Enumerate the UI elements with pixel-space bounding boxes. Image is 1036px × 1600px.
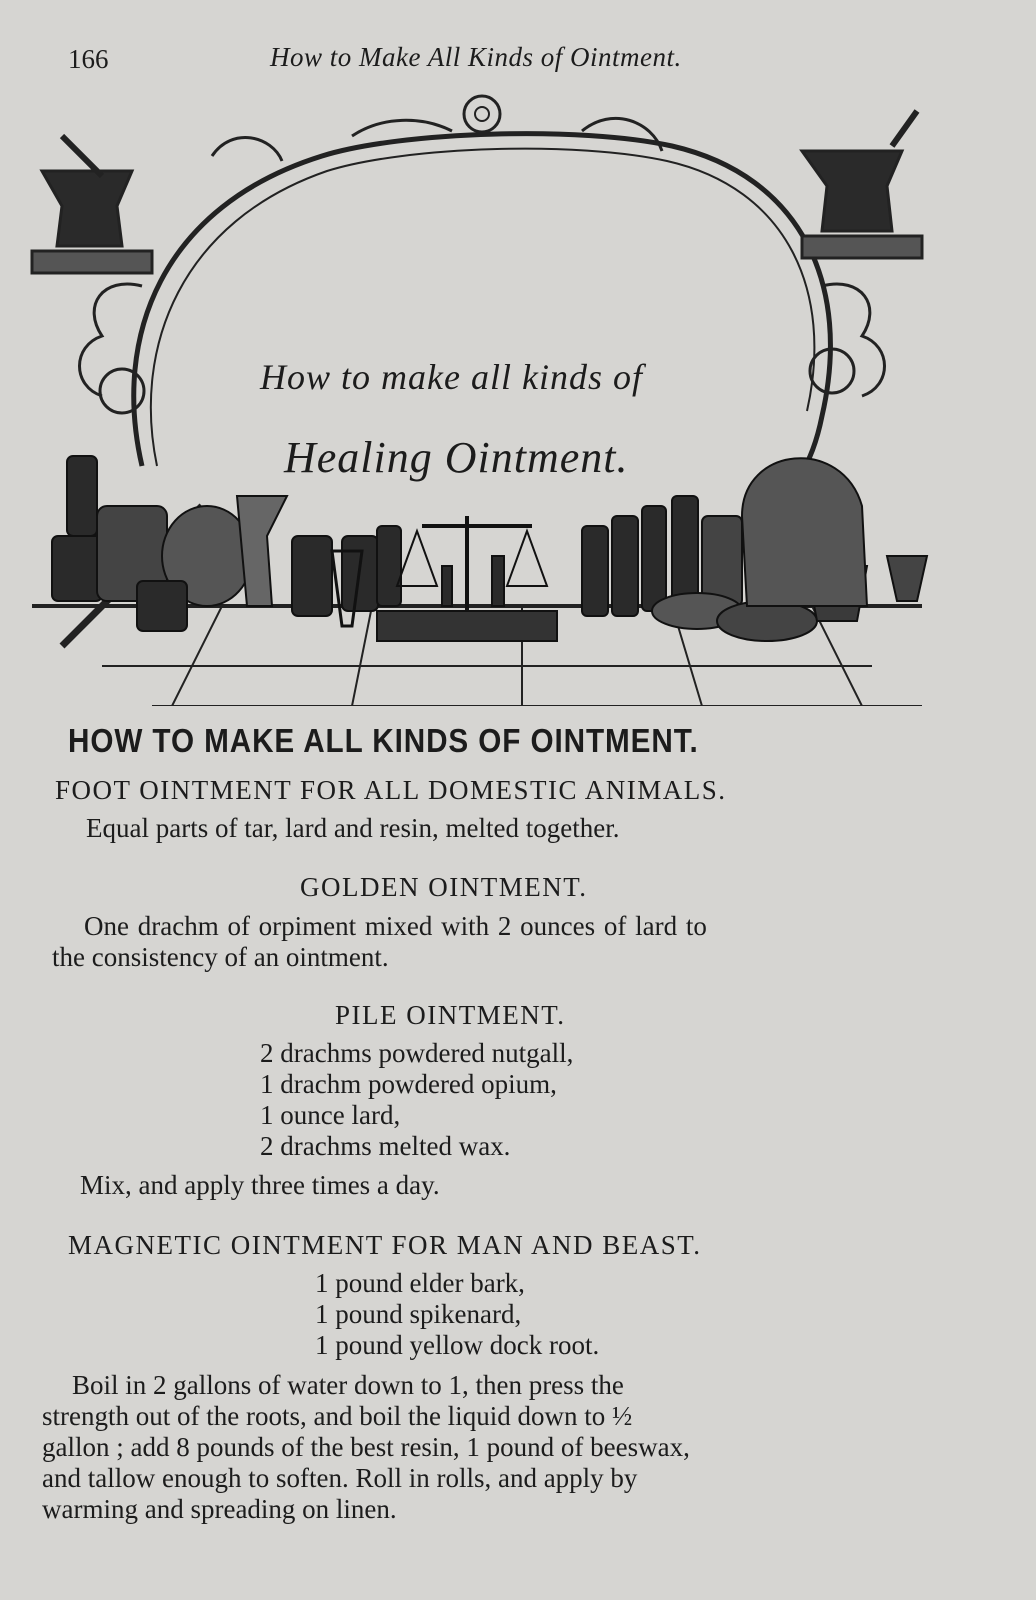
directions-line: gallon ; add 8 pounds of the best resin, 1 pound of beeswax, (42, 1432, 690, 1462)
recipe-directions-pile-ointment: Mix, and apply three times a day. (80, 1170, 440, 1200)
recipe-heading-foot-ointment: FOOT OINTMENT FOR ALL DOMESTIC ANIMALS. (55, 775, 727, 805)
ingredient-line: 1 pound spikenard, (315, 1299, 522, 1329)
running-head (0, 40, 1036, 80)
ingredient-line: 2 drachms melted wax. (260, 1131, 511, 1161)
engraving-script-line-2: Healing Ointment. (284, 433, 629, 482)
ingredient-line: 1 ounce lard, (260, 1100, 401, 1130)
recipe-heading-magnetic-ointment: MAGNETIC OINTMENT FOR MAN AND BEAST. (68, 1230, 702, 1260)
directions-line: warming and spreading on linen. (42, 1494, 397, 1524)
directions-line: and tallow enough to soften. Roll in rolls, and apply by (42, 1463, 638, 1493)
page-number: 166 (68, 44, 109, 74)
recipe-directions-magnetic-ointment (42, 1370, 902, 1525)
directions-line: strength out of the roots, and boil the liquid down to ½ (42, 1401, 633, 1431)
recipe-body-foot-ointment: Equal parts of tar, lard and resin, melted together. (86, 813, 620, 843)
directions-line: Boil in 2 gallons of water down to 1, then press the (72, 1370, 624, 1400)
main-heading: HOW TO MAKE ALL KINDS OF OINTMENT. (68, 722, 699, 759)
ingredient-line: 1 pound elder bark, (315, 1268, 525, 1298)
recipe-body-golden-ointment-line-1: One drachm of orpiment mixed with 2 ounces of lard to (84, 911, 707, 941)
recipe-body-golden-ointment-line-2: the consistency of an ointment. (52, 942, 389, 972)
engraving-script-line-1: How to make all kinds of (260, 357, 643, 397)
recipe-heading-golden-ointment: GOLDEN OINTMENT. (300, 872, 588, 902)
recipe-heading-pile-ointment: PILE OINTMENT. (335, 1000, 566, 1030)
ingredient-line: 2 drachms powdered nutgall, (260, 1038, 574, 1068)
ingredient-line: 1 pound yellow dock root. (315, 1330, 600, 1360)
apothecary-engraving (22, 86, 942, 706)
running-title: How to Make All Kinds of Ointment. (270, 42, 682, 72)
ingredient-line: 1 drachm powdered opium, (260, 1069, 557, 1099)
